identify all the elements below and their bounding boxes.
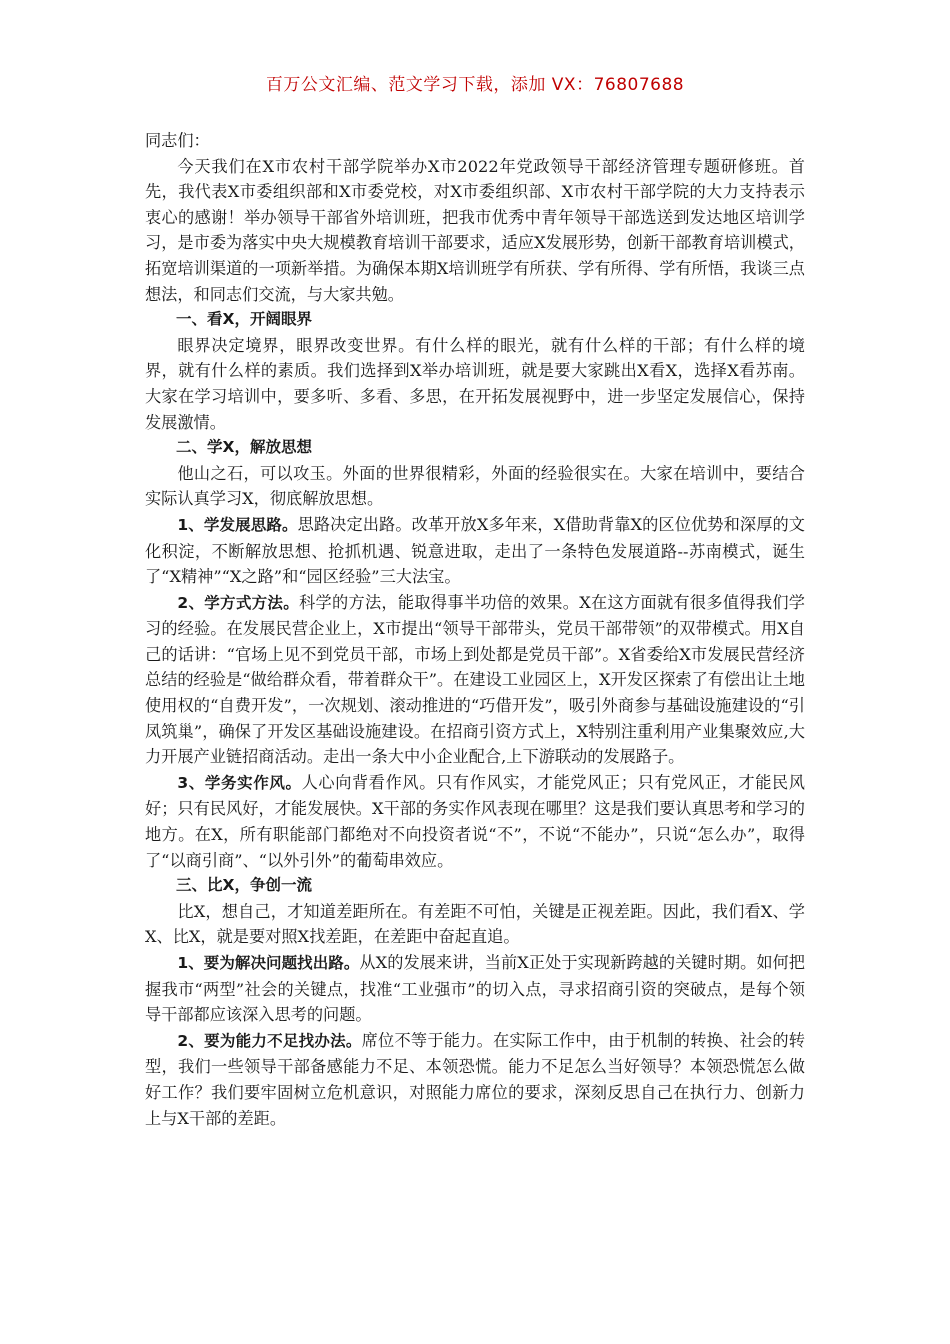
section-2-item-1 <box>145 512 805 590</box>
item-text: 席位不等于能力。在实际工作中，由于机制的转换、社会的转型，我们一些领导干部备感能力不足、本领恐慌。能力不足怎么当好领导？本领恐慌怎么做好工作？我们要牢固树立危机意识，对照能力席位的要求，深刻反思自己在执行力、创新力上与X干部的差距。 <box>145 1030 805 1128</box>
item-text: 从X的发展来讲，当前X正处于实现新跨越的关键时期。如何把握我市“两型”社会的关键点，找准“工业强市”的切入点，寻求招商引资的突破点，是每个领导干部都应该深入思考的问题。 <box>145 953 805 1025</box>
section-heading-1: 一、看X，开阔眼界 <box>176 310 312 329</box>
section-1-body: 眼界决定境界，眼界改变世界。有什么样的眼光，就有什么样的干部；有什么样的境界，就有什么样的素质。我们选择到X举办培训班，就是要大家跳出X看X，选择X看苏南。大家在学习培训中，要多听、多看、多思，在开拓发展视野中，进一步坚定发展信心，保持发展激情。 <box>145 335 805 432</box>
section-heading-3: 三、比X，争创一流 <box>176 876 312 895</box>
item-text: 科学的方法，能取得事半功倍的效果。X在这方面就有很多值得我们学习的经验。在发展民营企业上，X市提出“领导干部带头，党员干部带领”的双带模式。用X自己的话讲：“官场上见不到党员干部，市场上到处都是党员干部”。X省委给X市发展民营经济总结的经验是“做给群众看，带着群众干”。在建设工业园区上，X开发区探索了有偿出让土地使用权的“自费开发”，一次规划、滚动推进的“巧借开发”，吸引外商参与基础设施建设的“引凤筑巢”，确保了开发区基础设施建设。在招商引资方式上，X特别注重利用产业集聚效应,大力开展产业链招商活动。走出一条大中小企业配合,上下游联动的发展路子。 <box>145 592 805 767</box>
item-lead: 1、学发展思路。 <box>177 515 298 534</box>
salutation: 同志们： <box>145 131 210 150</box>
item-text: 人心向背看作风。只有作风实，才能党风正；只有党风正，才能民风好；只有民风好，才能发展快。X干部的务实作风表现在哪里？这是我们要认真思考和学习的地方。在X，所有职能部门都绝对不向投资者说“不”，不说“不能办”，只说“怎么办”，取得了“以商引商”、“以外引外”的葡萄串效应。 <box>145 772 805 870</box>
item-text: 思路决定出路。改革开放X多年来，X借助背靠X的区位优势和深厚的文化积淀，不断解放思想、抢抓机遇、锐意进取，走出了一条特色发展道路--苏南模式，诞生了“X精神”“X之路”和“园区经验”三大法宝。 <box>145 514 805 587</box>
speech-body <box>145 128 805 1131</box>
promo-banner: 百万公文汇编、范文学习下载，添加 VX：76807688 <box>265 75 685 95</box>
item-lead: 2、学方式方法。 <box>177 593 300 612</box>
section-2-item-3 <box>145 770 805 873</box>
section-3-item-2 <box>145 1028 805 1131</box>
intro-paragraph: 今天我们在X市农村干部学院举办X市2022年党政领导干部经济管理专题研修班。首先，我代表X市委组织部和X市委党校，对X市委组织部、X市农村干部学院的大力支持表示衷心的感谢！举办领导干部省外培训班，把我市优秀中青年领导干部选送到发达地区培训学习，是市委为落实中央大规模教育培训干部要求，适应X发展形势，创新干部教育培训模式，拓宽培训渠道的一项新举措。为确保本期X培训班学有所获、学有所得、学有所悟，我谈三点想法，和同志们交流，与大家共勉。 <box>145 156 805 304</box>
section-2-item-2 <box>145 590 805 770</box>
section-3-body: 比X，想自己，才知道差距所在。有差距不可怕，关键是正视差距。因此，我们看X、学X、比X，就是要对照X找差距，在差距中奋起直追。 <box>145 901 805 947</box>
item-lead: 2、要为能力不足找办法。 <box>177 1031 362 1050</box>
item-lead: 1、要为解决问题找出路。 <box>177 954 360 972</box>
section-heading-2: 二、学X，解放思想 <box>176 438 312 457</box>
section-3-item-1 <box>145 950 805 1028</box>
item-lead: 3、学务实作风。 <box>177 773 302 792</box>
section-2-body: 他山之石，可以攻玉。外面的世界很精彩，外面的经验很实在。大家在培训中，要结合实际认真学习X，彻底解放思想。 <box>145 463 805 509</box>
